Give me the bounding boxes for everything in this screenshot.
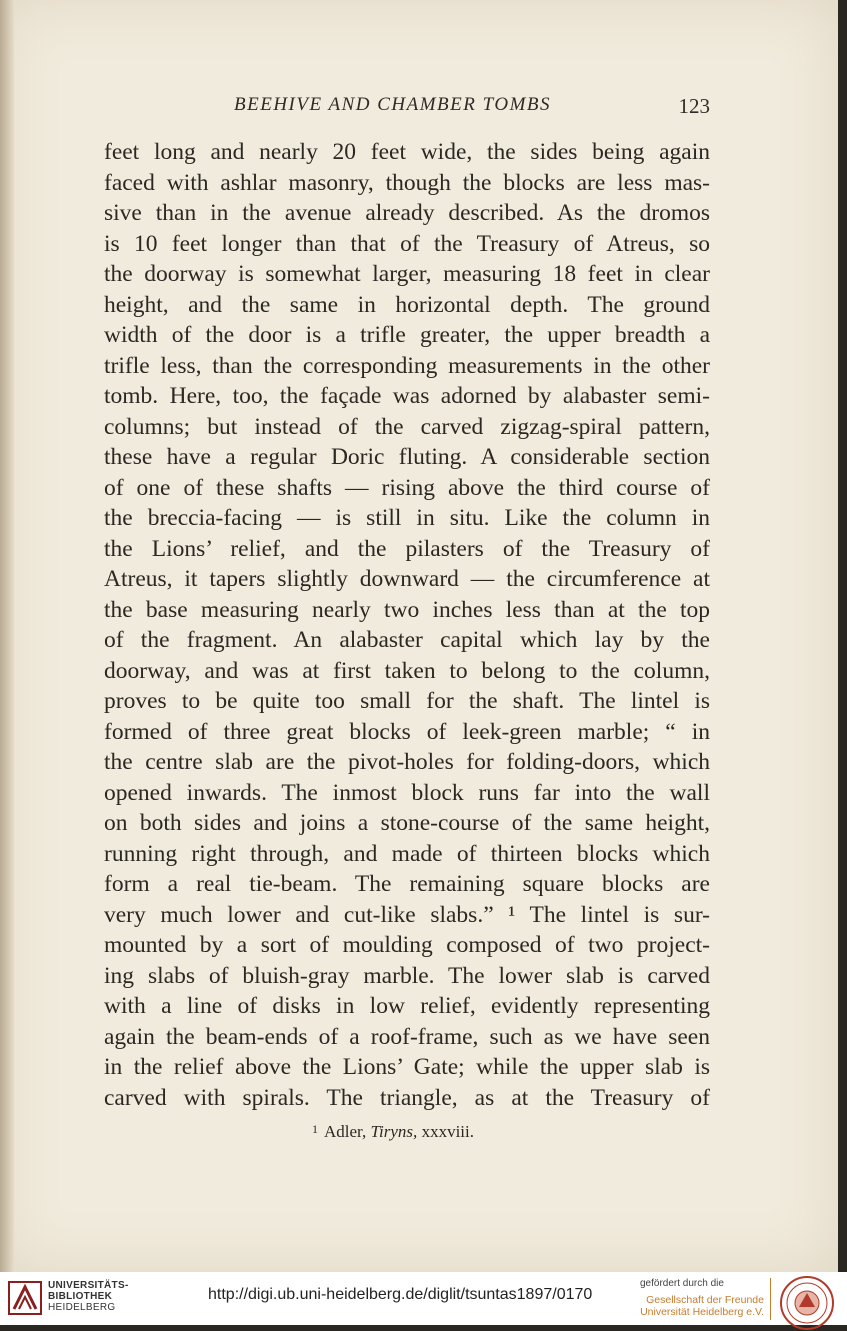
text-line: width of the door is a trifle greater, the upper breadth a (104, 322, 710, 348)
text-line: height, and the same in horizontal depth. The ground (104, 291, 710, 318)
text-line: again the beam-ends of a roof-frame, such as we have seen (104, 1023, 710, 1050)
page-number: 123 (678, 94, 710, 118)
sponsor-block (640, 1278, 764, 1318)
text-line: Atreus, it tapers slightly downward — the circumference at (104, 566, 710, 592)
text-line: tomb. Here, too, the façade was adorned by alabaster semi- (104, 383, 710, 409)
page-spine-shadow (0, 0, 14, 1272)
text-line: ing slabs of bluish-gray marble. The lower slab is carved (104, 962, 710, 989)
text-line: opened inwards. The inmost block runs far into the wall (104, 779, 710, 806)
library-name-line: BIBLIOTHEK (48, 1291, 113, 1302)
text-line: trifle less, than the corresponding measurements in the other (104, 352, 710, 379)
footnote-reference: xxxviii. (421, 1122, 474, 1141)
text-line: faced with ashlar masonry, though the blocks are less mas- (104, 169, 710, 196)
permalink-url[interactable]: http://digi.ub.uni-heidelberg.de/diglit/tsuntas1897/0170 (208, 1286, 593, 1303)
sponsor-divider (770, 1278, 771, 1320)
footnote-title: Tiryns, (370, 1122, 418, 1141)
library-logo-icon (8, 1281, 42, 1315)
text-line: is 10 feet longer than that of the Treasury of Atreus, so (104, 230, 710, 257)
body-text (104, 137, 710, 1113)
page-header (104, 94, 710, 120)
text-line: running right through, and made of thirteen blocks which (104, 840, 710, 867)
text-line: carved with spirals. The triangle, as at the Treasury of (104, 1084, 710, 1111)
library-name-line: HEIDELBERG (48, 1302, 116, 1313)
text-line: on both sides and joins a stone-course of the same height, (104, 810, 710, 836)
footnote-author: Adler, (324, 1122, 367, 1141)
university-seal-icon (779, 1275, 835, 1331)
sponsor-label: gefördert durch die (640, 1278, 724, 1289)
text-line: feet long and nearly 20 feet wide, the sides being again (104, 139, 710, 165)
running-title: BEEHIVE AND CHAMBER TOMBS (234, 94, 552, 115)
text-line: the base measuring nearly two inches less than at the top (104, 596, 710, 623)
text-line: in the relief above the Lions’ Gate; while the upper slab is (104, 1054, 710, 1080)
text-line: formed of three great blocks of leek-green marble; “ in (104, 718, 710, 745)
sponsor-name-line: Gesellschaft der Freunde (646, 1294, 764, 1306)
text-line: of one of these shafts — rising above the third course of (104, 474, 710, 501)
library-name-line: UNIVERSITÄTS- (48, 1280, 129, 1291)
text-line: of the fragment. An alabaster capital which lay by the (104, 627, 710, 653)
sponsor-name-line: Universität Heidelberg e.V. (640, 1306, 764, 1318)
text-line: with a line of disks in low relief, evidently representing (104, 993, 710, 1019)
text-line: form a real tie-beam. The remaining square blocks are (104, 871, 710, 897)
text-line: sive than in the avenue already described. As the dromos (104, 200, 710, 226)
footnote-marker: 1 (312, 1122, 318, 1136)
library-name (48, 1280, 129, 1313)
text-line: the centre slab are the pivot-holes for folding-doors, which (104, 749, 710, 775)
text-line: very much lower and cut-like slabs.” ¹ The lintel is sur- (104, 901, 710, 928)
text-line: the Lions’ relief, and the pilasters of the Treasury of (104, 535, 710, 562)
text-line: proves to be quite too small for the shaft. The lintel is (104, 688, 710, 714)
text-line: mounted by a sort of moulding composed of two project- (104, 932, 710, 958)
footer-bar (0, 1272, 847, 1325)
text-line: columns; but instead of the carved zigzag-spiral pattern, (104, 413, 710, 440)
text-line: doorway, and was at first taken to belong to the column, (104, 657, 710, 684)
text-line: these have a regular Doric fluting. A considerable section (104, 444, 710, 470)
text-line: the breccia-facing — is still in situ. Like the column in (104, 505, 710, 531)
text-line: the doorway is somewhat larger, measuring 18 feet in clear (104, 261, 710, 287)
footnote (312, 1122, 474, 1142)
